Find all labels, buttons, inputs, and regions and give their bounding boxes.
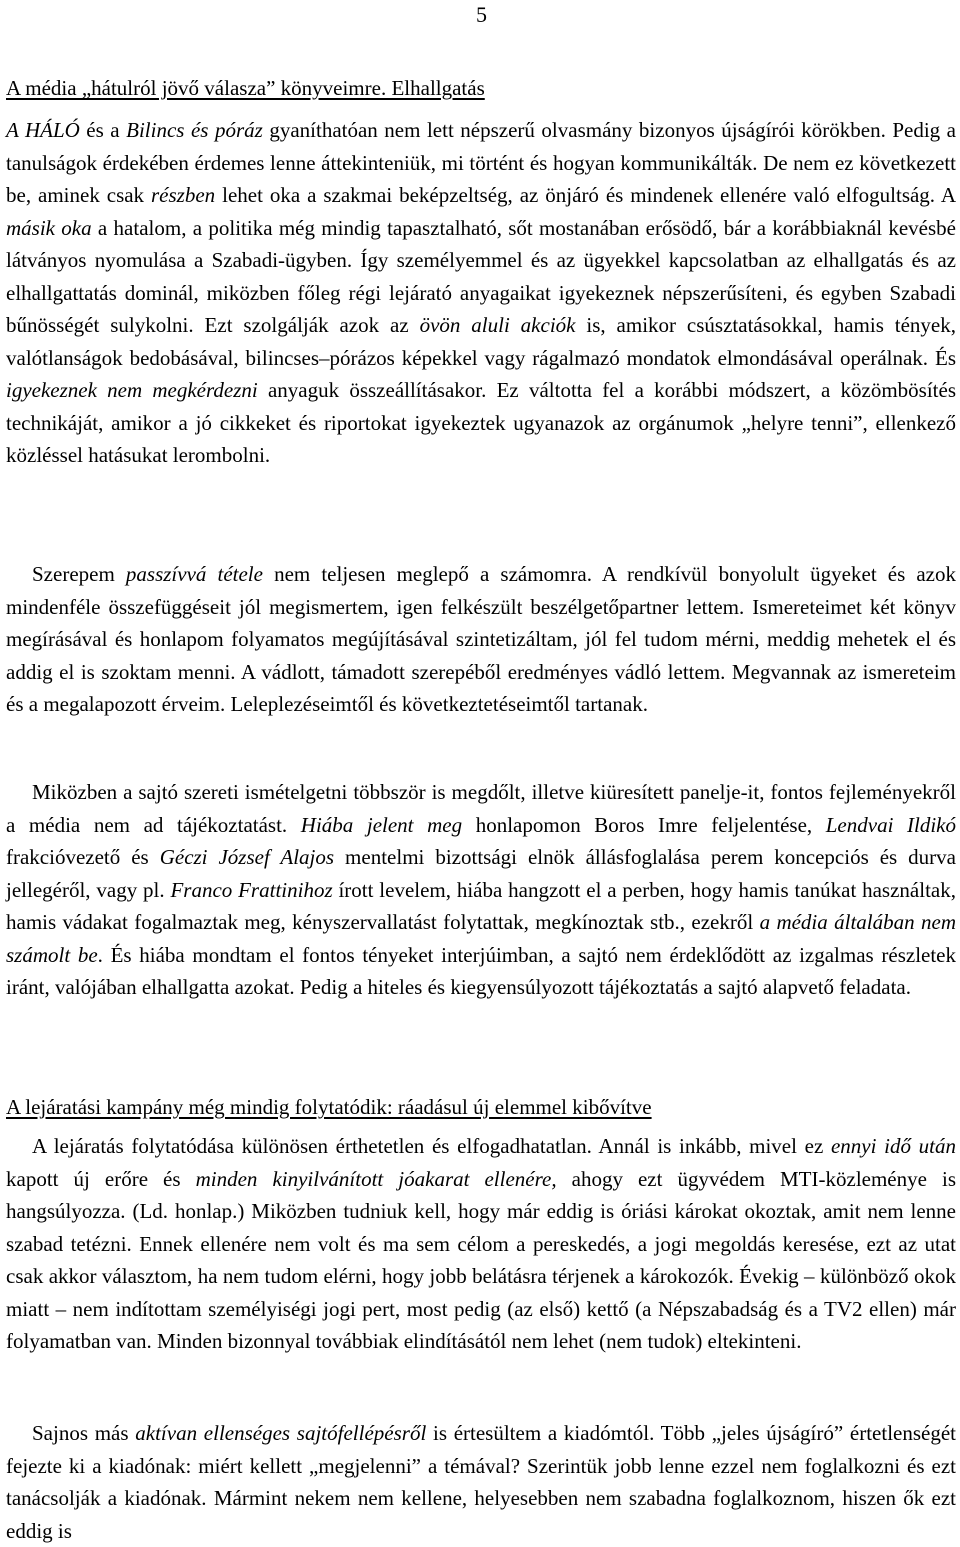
text-run: is, amikor csúsztatásokkal, hamis tények, valótlanságok bedobásával, bilincses–pórázos képekkel vagy rágalmazó mondatok elmondásával operálnak. És bbox=[6, 313, 956, 370]
text-run: Szerepem bbox=[32, 562, 126, 586]
paragraph-3 bbox=[6, 776, 956, 1004]
italic-run: igyekeznek nem megkérdezni bbox=[6, 378, 258, 402]
page-number: 5 bbox=[476, 2, 487, 27]
paragraph-2 bbox=[6, 558, 956, 721]
paragraph-5 bbox=[6, 1417, 956, 1547]
italic-run: Bilincs és póráz bbox=[126, 118, 263, 142]
italic-run: másik oka bbox=[6, 215, 92, 240]
italic-run: ennyi idő után bbox=[830, 1134, 956, 1158]
text-run: anyaguk összeállításakor. Ez váltotta fel a korábbi módszert, a közömbösítés technikáját, amikor a jó cikkeket és riportokat igyekeztek ugyanazok az orgánumok „helyre tenni”, ellenkező közléssel hatásukat lerombolni. bbox=[6, 378, 956, 467]
italic-run: Hiába jelent meg bbox=[300, 812, 463, 837]
text-run: lehet oka a szakmai beképzeltség, az önjáró és mindenek ellenére való elfogultság. A bbox=[215, 183, 956, 207]
text-run: kapott új erőre és bbox=[6, 1166, 196, 1191]
paragraph-1 bbox=[6, 114, 956, 472]
italic-run: A HÁLÓ bbox=[6, 118, 80, 142]
italic-run: Lendvai Ildikó bbox=[825, 812, 956, 837]
italic-run: részben bbox=[151, 183, 216, 207]
section-heading-1: A média „hátulról jövő válasza” könyveimre. Elhallgatás bbox=[6, 76, 485, 100]
text-run: Miközben a sajtó szereti ismételgetni többször is megdőlt, illetve kiüresített panelje-it, fontos fejleményekről a média nem ad tájékoztatást. bbox=[6, 780, 956, 837]
text-run: Sajnos más bbox=[32, 1421, 136, 1445]
text-run: honlapomon Boros Imre feljelentése, bbox=[462, 812, 826, 837]
text-run: és a bbox=[79, 118, 127, 142]
text-run: nem teljesen meglepő a számomra. A rendkívül bonyolult ügyeket és azok mindenféle összefüggéseit jól megismertem, igen felkészült beszélgetőpartner lettem. Ismereteimet két könyv megírásával és honlapom folyamatos megújításával szintetizáltam, jól fel tudom mérni, meddig mehetek el és addig el is szoktam menni. A vádlott, támadott szerepéből eredményes vádló lettem. Megvannak az ismereteim és a megalapozott érveim. Leleplezéseimtől és következtetéseimtől tartanak. bbox=[6, 562, 956, 716]
italic-run: a média általában nem számolt be bbox=[6, 910, 957, 967]
text-run: frakcióvezető és bbox=[6, 845, 160, 869]
italic-run: aktívan ellenséges sajtófellépésről bbox=[135, 1421, 427, 1445]
text-run: . És hiába mondtam el fontos tényeket interjúimban, a sajtó nem érdeklődött az izgalmas részletek iránt, valójában elhallgatta azokat. Pedig a hiteles és kiegyensúlyozott tájékoztatás a sajtó alapvető feladata. bbox=[6, 942, 957, 999]
text-run: írott levelem, hiába hangzott el a perben, hogy hamis tanúkat használtak, hamis vádakat fogalmaztak meg, kényszervallatást folytattak, megkínoztak stb., ezekről bbox=[6, 877, 956, 934]
section-heading-2: A lejáratási kampány még mindig folytatódik: ráadásul új elemmel kibővítve bbox=[6, 1095, 652, 1119]
italic-run: passzívvá tétele bbox=[125, 562, 263, 586]
text-run: is értesültem a kiadómtól. Több „jeles újságíró” értetlenségét fejezte ki a kiadónak: miért kellett „megjelenni” a témával? Szerintük jobb lenne ezzel nem foglalkozni és ezt tanácsolják a kiadónak. Mármint nekem nem kellene, helyesebben nem szabadna foglalkoznom, hiszen ők ezt eddig is bbox=[6, 1421, 956, 1543]
italic-run: Franco Frattinihoz bbox=[170, 877, 333, 902]
text-run: ahogy ezt ügyvédem MTI-közleménye is hangsúlyozza. (Ld. honlap.) Miközben tudniuk kell, hogy már eddig is óriási károkat okoztak, amit nem lenne szabad tetézni. Ennek ellenére nem volt és ma sem célom a pereskedés, a jogi megoldás keresése, ezt az utat csak akkor választom, ha nem tudom elérni, hogy jobb belátásra térjenek a károkozók. Évekig – különböző okok miatt – nem indítottam személyiségi jogi pert, most pedig (az első) kettő (a Népszabadság és a TV2 ellen) már folyamatban van. Minden bizonnyal továbbiak elindításától nem lehet (nem tudok) eltekinteni. bbox=[6, 1166, 956, 1353]
text-run: a hatalom, a politika még mindig tapasztalható, sőt mostanában erősödő, bár a korábbiaknál kevésbé látványos nyomulása a Szabadi-ügyben. Így személyemmel és az ügyekkel kapcsolatban az elhallgatás és az elhallgattatás dominál, miközben főleg régi lejárató anyagaikat igyekeznek népszerűsíteni, és egyben Szabadi bűnösségét sulykolni. Ezt szolgálják azok az bbox=[6, 215, 956, 337]
text-run: A lejáratás folytatódása különösen érthetetlen és elfogadhatatlan. Annál is inkább, mivel ez bbox=[32, 1134, 831, 1158]
text-run: mentelmi bizottsági elnök állásfoglalása perem koncepciós és durva jellegéről, vagy pl. bbox=[6, 845, 956, 902]
italic-run: övön aluli akciók bbox=[419, 313, 576, 337]
italic-run: Géczi József Alajos bbox=[159, 845, 335, 869]
paragraph-4 bbox=[6, 1130, 956, 1358]
italic-run: minden kinyilvánított jóakarat ellenére, bbox=[195, 1166, 557, 1191]
text-run: gyaníthatóan nem lett népszerű olvasmány bizonyos újságírói körökben. Pedig a tanulságok érdekében érdemes lenne áttekinteniük, mi történt és hogyan kommunikálták. De nem ez következett be, aminek csak bbox=[6, 118, 956, 207]
